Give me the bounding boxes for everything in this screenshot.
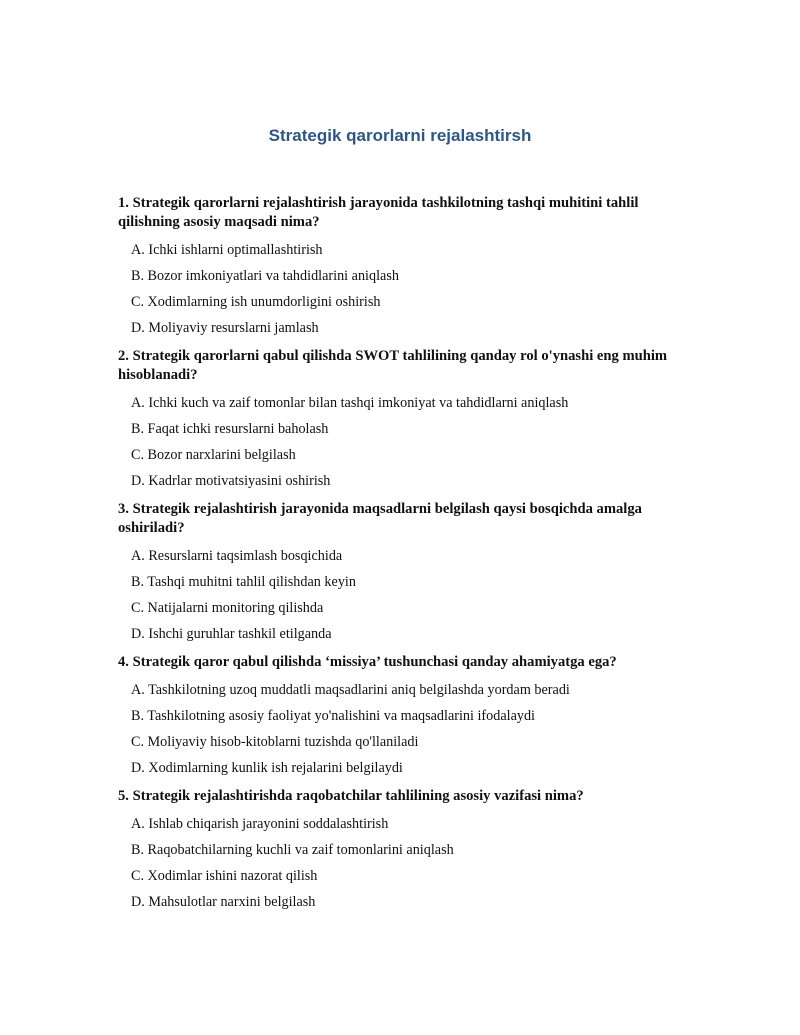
question-text: 1. Strategik qarorlarni rejalashtirish jarayonida tashkilotning tashqi muhitini tahlil qilishning asosiy maqsadi nima?	[118, 195, 639, 230]
question-list	[118, 194, 688, 921]
option-item: C. Moliyaviy hisob-kitoblarni tuzishda qo'llaniladi	[131, 734, 419, 750]
question-block	[118, 500, 688, 643]
option-item: C. Natijalarni monitoring qilishda	[131, 600, 324, 616]
question-text: 3. Strategik rejalashtirish jarayonida maqsadlarni belgilash qaysi bosqichda amalga oshiriladi?	[118, 501, 642, 536]
document-title: Strategik qarorlarni rejalashtirsh	[268, 126, 532, 145]
option-item: A. Resurslarni taqsimlash bosqichida	[131, 548, 343, 564]
option-list	[118, 241, 688, 337]
option-item: A. Ichki kuch va zaif tomonlar bilan tashqi imkoniyat va tahdidlarni aniqlash	[131, 395, 569, 411]
question-text: 2. Strategik qarorlarni qabul qilishda SWOT tahlilining qanday rol o'ynashi eng muhim hisoblanadi?	[118, 348, 668, 383]
option-item: D. Xodimlarning kunlik ish rejalarini belgilaydi	[131, 760, 403, 776]
option-item: B. Bozor imkoniyatlari va tahdidlarini aniqlash	[131, 268, 399, 284]
option-list	[118, 815, 688, 911]
option-item: B. Faqat ichki resurslarni baholash	[131, 421, 329, 437]
option-list	[118, 394, 688, 490]
question-block	[118, 194, 688, 337]
option-item: D. Ishchi guruhlar tashkil etilganda	[131, 626, 332, 642]
option-item: D. Kadrlar motivatsiyasini oshirish	[131, 473, 331, 489]
option-item: D. Moliyaviy resurslarni jamlash	[131, 320, 319, 336]
option-item: D. Mahsulotlar narxini belgilash	[131, 894, 316, 910]
question-text: 4. Strategik qaror qabul qilishda ‘missiya’ tushunchasi qanday ahamiyatga ega?	[118, 654, 617, 670]
question-block	[118, 347, 688, 490]
option-item: A. Ishlab chiqarish jarayonini soddalashtirish	[131, 816, 389, 832]
option-list	[118, 681, 688, 777]
option-item: C. Xodimlarning ish unumdorligini oshirish	[131, 294, 381, 310]
option-item: B. Raqobatchilarning kuchli va zaif tomonlarini aniqlash	[131, 842, 454, 858]
option-item: C. Xodimlar ishini nazorat qilish	[131, 868, 318, 884]
option-item: C. Bozor narxlarini belgilash	[131, 447, 296, 463]
question-text: 5. Strategik rejalashtirishda raqobatchilar tahlilining asosiy vazifasi nima?	[118, 788, 584, 804]
option-item: A. Ichki ishlarni optimallashtirish	[131, 242, 323, 258]
option-item: A. Tashkilotning uzoq muddatli maqsadlarini aniq belgilashda yordam beradi	[131, 682, 570, 698]
option-item: B. Tashkilotning asosiy faoliyat yo'nalishini va maqsadlarini ifodalaydi	[131, 708, 536, 724]
question-block	[118, 653, 688, 777]
question-block	[118, 787, 688, 911]
option-item: B. Tashqi muhitni tahlil qilishdan keyin	[131, 574, 356, 590]
option-list	[118, 547, 688, 643]
